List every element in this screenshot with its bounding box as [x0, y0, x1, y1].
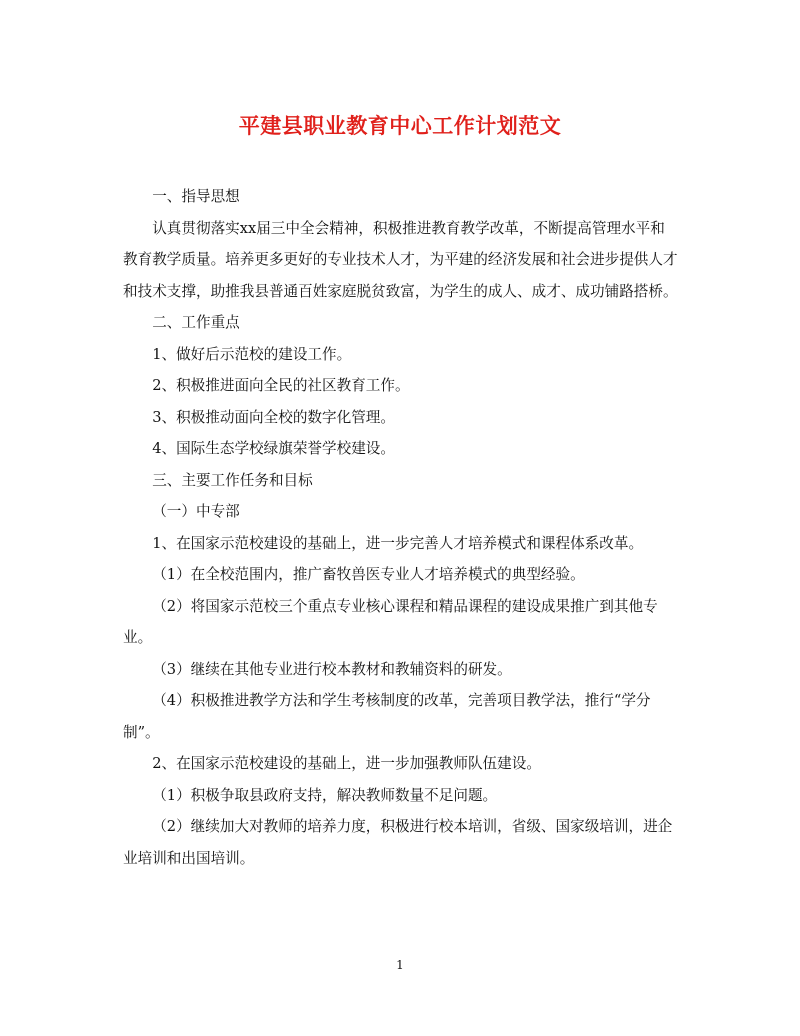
body-paragraph: 认真贯彻落实xx届三中全会精神，积极推进教育教学改革，不断提高管理水平和教育教学质量。培养更多更好的专业技术人才，为平建的经济发展和社会进步提供人才和技术支撑，助推我县普通百姓家庭脱贫致富，为学生的成人、成才、成功铺路搭桥。 [123, 219, 678, 300]
document-title: 平建县职业教育中心工作计划范文 [238, 114, 562, 138]
list-item: 2、在国家示范校建设的基础上，进一步加强教师队伍建设。 [152, 755, 541, 772]
sub-list-item: （1）积极争取县政府支持，解决教师数量不足问题。 [152, 786, 498, 804]
section-heading-guiding-ideology: 一、指导思想 [152, 188, 240, 205]
section-heading-main-tasks: 三、主要工作任务和目标 [152, 471, 313, 489]
sub-list-item: （2）将国家示范校三个重点专业核心课程和精品课程的建设成果推广到其他专业。 [123, 597, 658, 646]
list-item: 1、做好后示范校的建设工作。 [152, 345, 352, 363]
sub-list-item: （2）继续加大对教师的培养力度，积极进行校本培训，省级、国家级培训，进企业培训和出国培训。 [123, 818, 673, 867]
sub-list-item: （4）积极推进教学方法和学生考核制度的改革，完善项目教学法，推行“学分制”。 [123, 692, 651, 741]
list-item: 3、积极推动面向全校的数字化管理。 [152, 408, 395, 426]
page-number: 1 [396, 958, 404, 972]
list-item: 1、在国家示范校建设的基础上，进一步完善人才培养模式和课程体系改革。 [152, 534, 644, 552]
document-body [123, 181, 679, 874]
subsection-heading: （一）中专部 [152, 503, 240, 520]
list-item: 4、国际生态学校绿旗荣誉学校建设。 [152, 440, 395, 457]
sub-list-item: （3）继续在其他专业进行校本教材和教辅资料的研发。 [152, 660, 512, 678]
sub-list-item: （1）在全校范围内，推广畜牧兽医专业人才培养模式的典型经验。 [152, 566, 585, 583]
list-item: 2、积极推进面向全民的社区教育工作。 [152, 377, 410, 394]
section-heading-work-focus: 二、工作重点 [152, 314, 240, 331]
